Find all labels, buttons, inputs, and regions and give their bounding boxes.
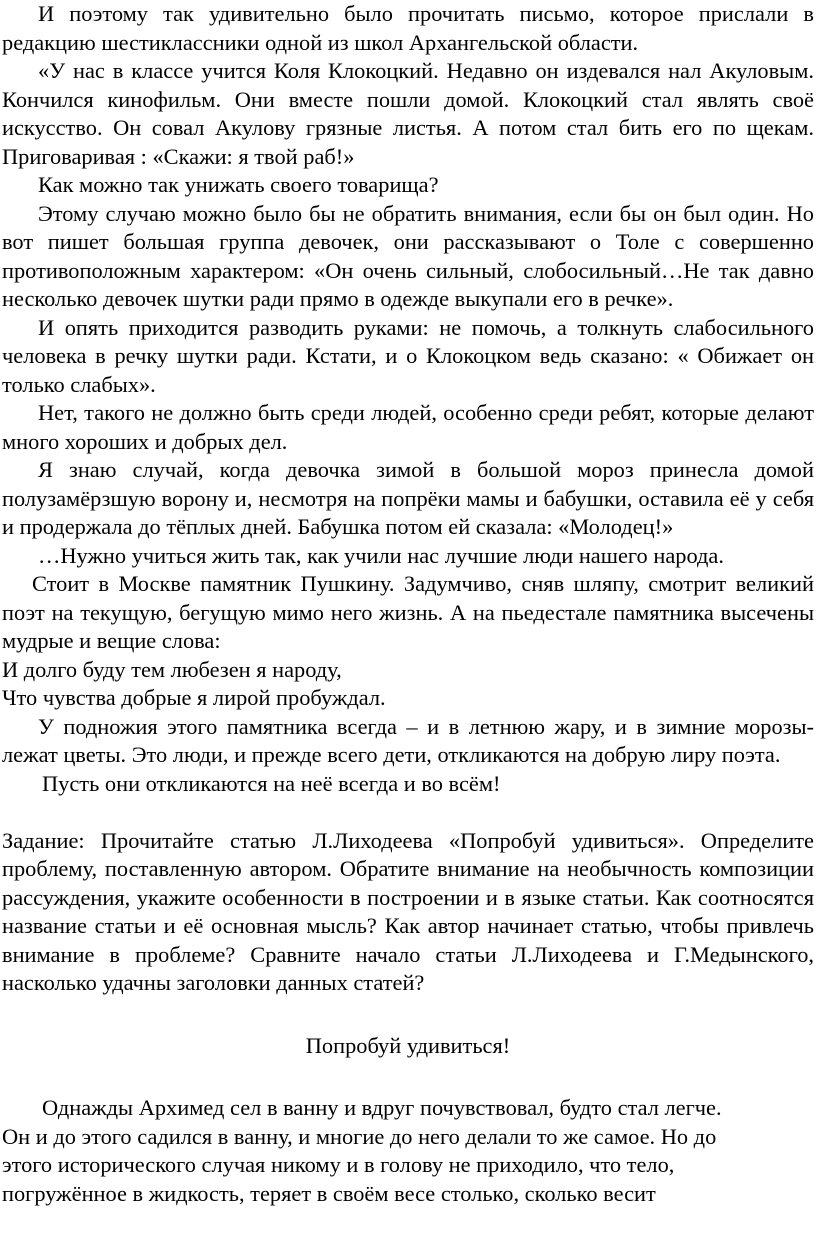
paragraph-closing: Пусть они откликаются на неё всегда и во всём! [42, 770, 501, 796]
paragraph-girls-letter: Этому случаю можно было бы не обратить внимания, если бы он был один. Но вот пишет большая группа девочек, они рассказывают о Толе с совершенно противоположным характером: «Он очень сильный, слобосильный…Не так давно несколько девочек шутки ради прямо в одежде выкупали его в речке». [2, 200, 814, 311]
paragraph-letter-intro: И поэтому так удивительно было прочитать письмо, которое прислали в редакцию шестиклассники одной из школ Архангельской области. [2, 1, 814, 55]
paragraph-pushkin-monument: Стоит в Москве памятник Пушкину. Задумчиво, сняв шляпу, смотрит великий поэт на текущую, бегущую мимо него жизнь. А на пьедестале памятника высечены мудрые и вещие слова: [2, 571, 814, 653]
verse-line: И долго буду тем любезен я народу, [2, 656, 342, 682]
paragraph-learn-to-live: …Нужно учиться жить так, как учили нас лучшие люди нашего народа. [38, 542, 724, 568]
article-line: Он и до этого садился в ванну, и многие до него делали то же самое. Но до [2, 1123, 717, 1149]
paragraph-again: И опять приходится разводить руками: не помочь, а толкнуть слабосильного человека в речку шутки ради. Кстати, и о Клокоцком ведь сказано: « Обижает он только слабых». [2, 314, 814, 397]
paragraph-flowers: У подножия этого памятника всегда – и в летнюю жару, и в зимние морозы- лежат цветы. Это люди, и прежде всего дети, откликаются на добрую лиру поэта. [2, 713, 814, 767]
article-line: Однажды Архимед сел в ванну и вдруг почувствовал, будто стал легче. [42, 1095, 722, 1120]
article-line: погружённое в жидкость, теряет в своём весе столько, сколько весит [2, 1180, 656, 1206]
article-title: Попробуй удивиться! [305, 1032, 511, 1058]
paragraph-crow-story: Я знаю случай, когда девочка зимой в большой мороз принесла домой полузамёрзшую ворону и, несмотря на попрёки мамы и бабушки, оставила её у себя и продержала до тёплых дней. Бабушка потом ей сказала: «Молодец!» [2, 457, 814, 539]
paragraph-letter-quote: «У нас в классе учится Коля Клокоцкий. Недавно он издевался нал Акуловым. Кончился кинофильм. Они вместе пошли домой. Клокоцкий стал являть своё искусство. Он совал Акулову грязные листья. А потом стал бить его по щекам. Приговаривая : «Скажи: я твой раб!» [2, 58, 814, 169]
spacer [2, 1060, 814, 1094]
paragraph-no-place: Нет, такого не должно быть среди людей, особенно среди ребят, которые делают много хороших и добрых дел. [2, 400, 814, 454]
article-line: этого исторического случая никому и в голову не приходило, что тело, [2, 1152, 675, 1177]
spacer [2, 998, 814, 1032]
task-paragraph: Задание: Прочитайте статью Л.Лиходеева «Попробуй удивиться». Определите проблему, поставленную автором. Обратите внимание на необычность композиции рассуждения, укажите особенности в построении и в языке статьи. Как соотносятся название статьи и её основная мысль? Как автор начинает статью, чтобы привлечь внимание в проблеме? Сравните начало статьи Л.Лиходеева и Г.Медынского, насколько удачны заголовки данных статей? [2, 827, 814, 995]
verse-line: Что чувства добрые я лирой пробуждал. [2, 685, 386, 710]
paragraph-question: Как можно так унижать своего товарища? [38, 172, 439, 197]
spacer [2, 798, 814, 827]
